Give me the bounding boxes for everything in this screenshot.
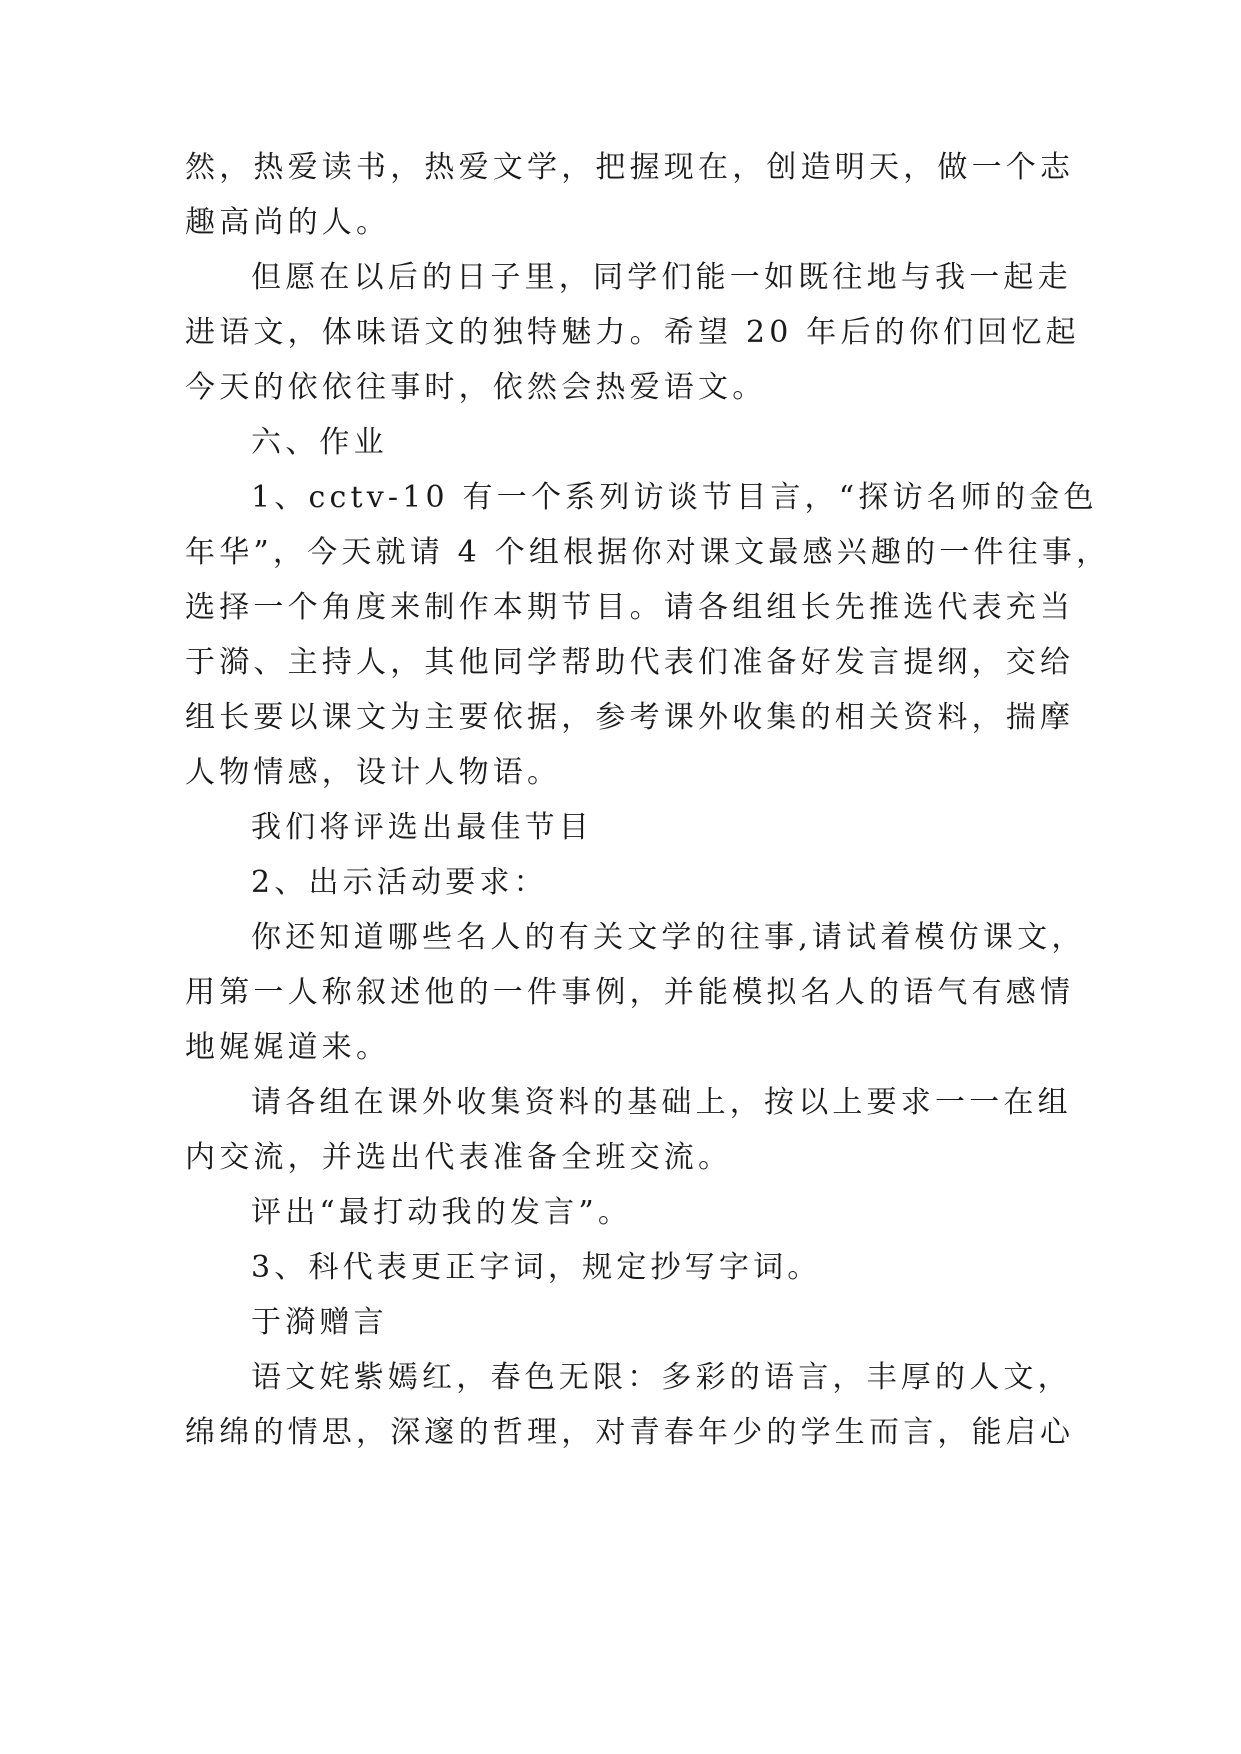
text-line: 趣高尚的人。 xyxy=(185,205,391,240)
text-line: 绵绵的情思，深邃的哲理，对青春年少的学生而言，能启心 xyxy=(185,1415,1075,1450)
text-line: 用第一人称叙述他的一件事例，并能模拟名人的语气有感情 xyxy=(185,975,1075,1010)
text-line: 评出“最打动我的发言”。 xyxy=(251,1195,633,1230)
text-line: 语文姹紫嫣红，春色无限：多彩的语言，丰厚的人文， xyxy=(251,1360,1072,1395)
text-line: 我们将评选出最佳节目 xyxy=(251,810,593,845)
text-line: 地娓娓道来。 xyxy=(185,1030,391,1065)
text-line: 请各组在课外收集资料的基础上，按以上要求一一在组 xyxy=(251,1085,1072,1120)
section-heading: 于漪赠言 xyxy=(251,1305,388,1340)
text-line: 组长要以课文为主要依据，参考课外收集的相关资料，揣摩 xyxy=(185,700,1075,735)
text-line: 今天的依依往事时，依然会热爱语文。 xyxy=(185,370,767,405)
text-line: 内交流，并选出代表准备全班交流。 xyxy=(185,1140,733,1175)
text-line: 年华”，今天就请 4 个组根据你对课文最感兴趣的一件往事， xyxy=(185,535,1111,570)
text-line: 进语文，体味语文的独特魅力。希望 20 年后的你们回忆起 xyxy=(185,315,1080,350)
text-line: 然，热爱读书，热爱文学，把握现在，创造明天，做一个志 xyxy=(185,150,1075,185)
text-line: 1、cctv-10 有一个系列访谈节目言，“探访名师的金色 xyxy=(251,480,1098,515)
text-line: 人物情感，设计人物语。 xyxy=(185,755,562,790)
text-line: 3、科代表更正字词，规定抄写字词。 xyxy=(251,1250,822,1285)
text-line: 选择一个角度来制作本期节目。请各组组长先推选代表充当 xyxy=(185,590,1075,625)
text-line: 但愿在以后的日子里，同学们能一如既往地与我一起走 xyxy=(251,260,1072,295)
text-line: 2、出示活动要求： xyxy=(251,865,548,900)
text-line: 于漪、主持人，其他同学帮助代表们准备好发言提纲，交给 xyxy=(185,645,1075,680)
text-line: 你还知道哪些名人的有关文学的往事,请试着模仿课文， xyxy=(251,920,1086,955)
section-heading: 六、作业 xyxy=(251,425,388,460)
